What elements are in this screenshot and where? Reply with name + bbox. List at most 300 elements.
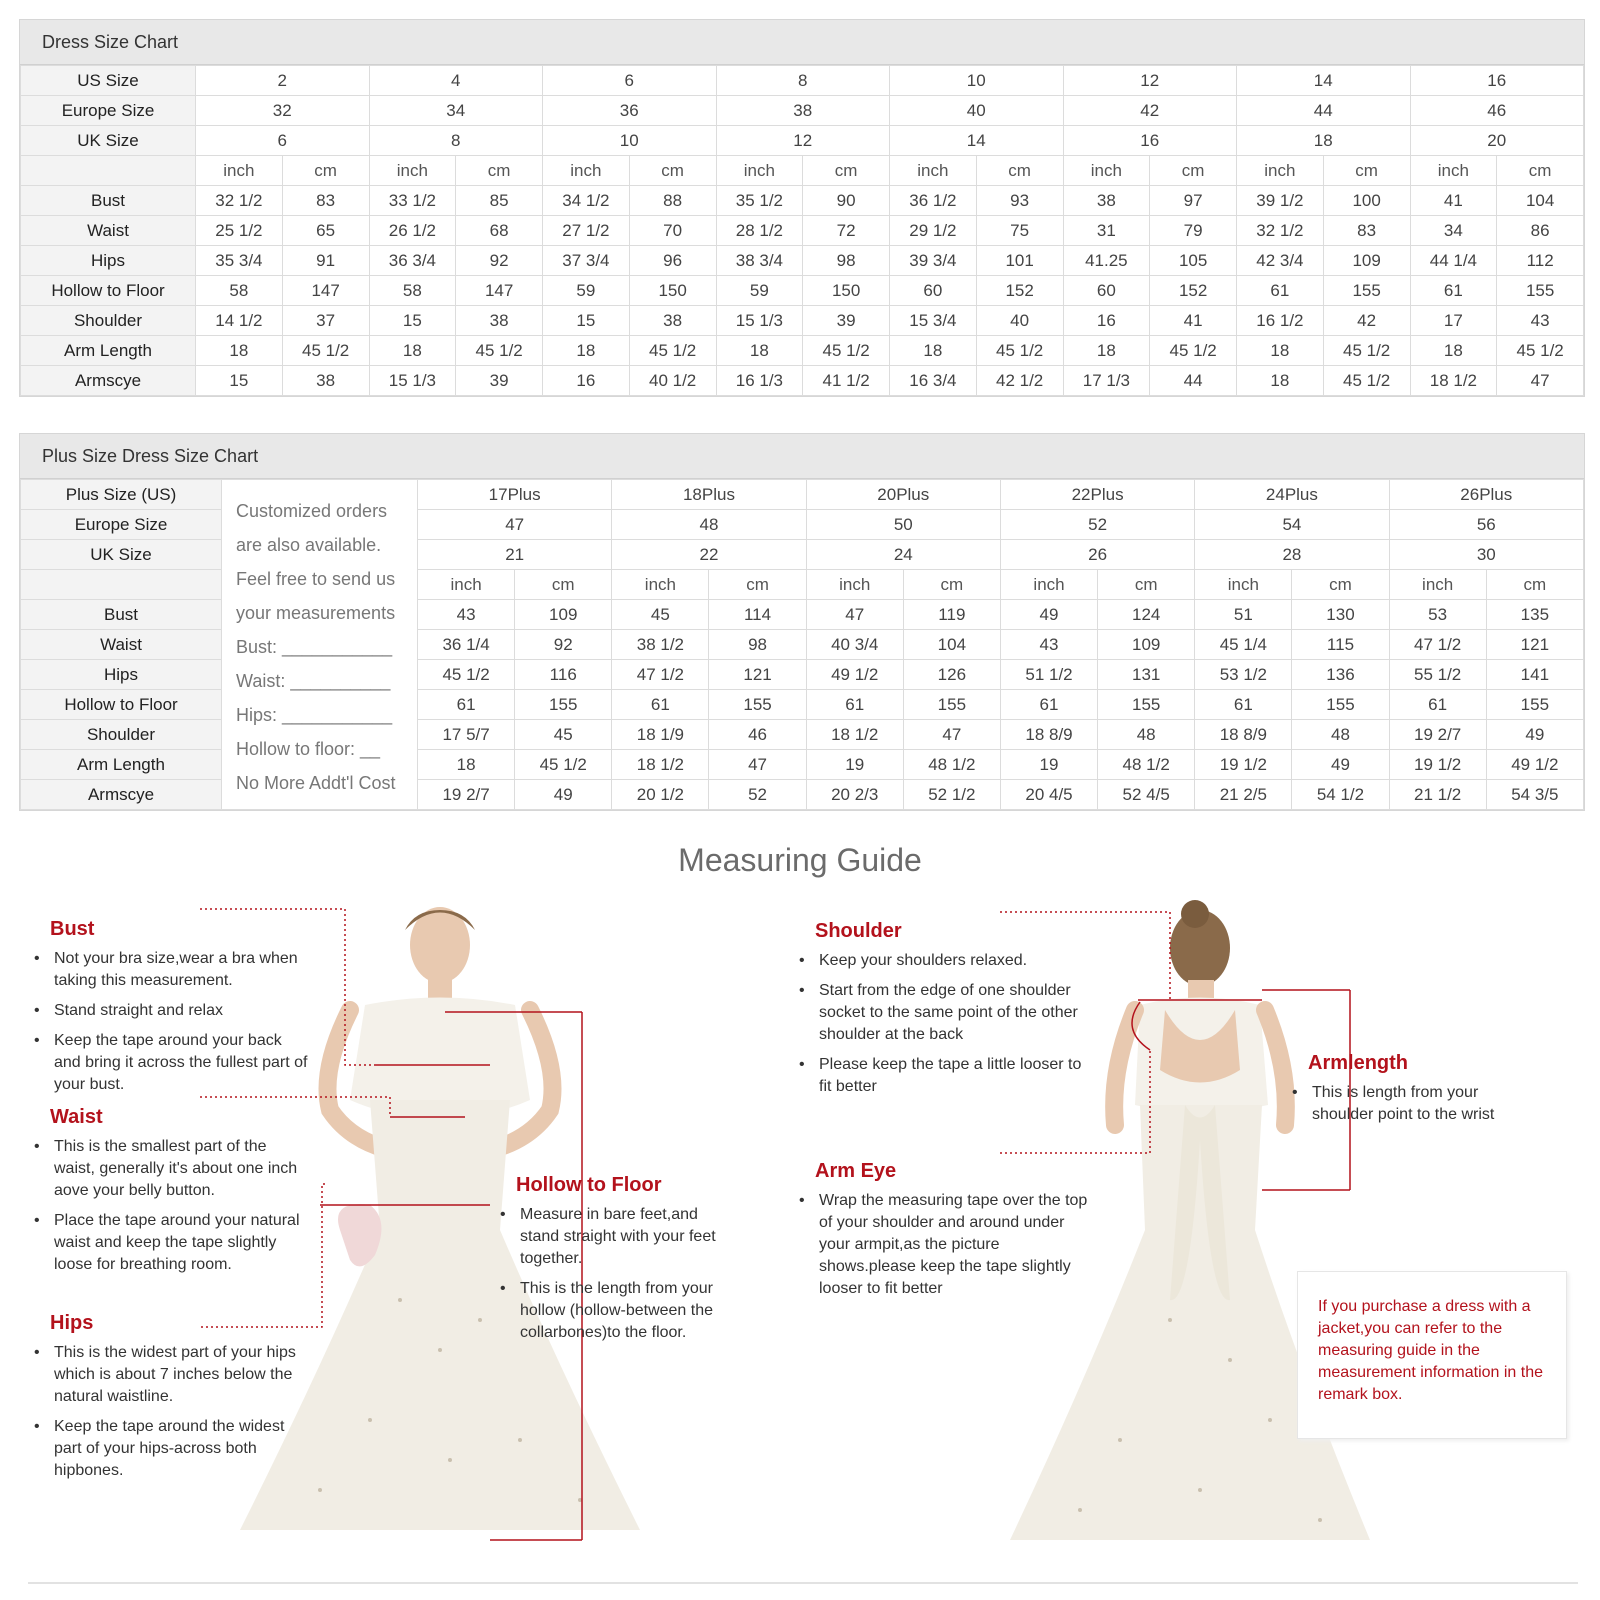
value-cell: 47 xyxy=(903,720,1000,750)
size-row xyxy=(21,126,1584,156)
value-cell: 18 xyxy=(196,336,283,366)
custom-note-line: Feel free to send us xyxy=(236,569,396,589)
value-cell: 101 xyxy=(976,246,1063,276)
unit-inch-cell: inch xyxy=(612,570,709,600)
size-cell: 46 xyxy=(1410,96,1584,126)
row-label: Hips xyxy=(21,660,222,690)
value-cell: 39 1/2 xyxy=(1237,186,1324,216)
custom-note-line: are also available. xyxy=(236,535,382,555)
size-cell: 32 xyxy=(196,96,370,126)
value-cell: 124 xyxy=(1098,600,1195,630)
row-label: Hollow to Floor xyxy=(21,690,222,720)
unit-inch-cell: inch xyxy=(1389,570,1486,600)
unit-cm-cell: cm xyxy=(803,156,890,186)
measurement-row xyxy=(21,306,1584,336)
unit-inch-cell: inch xyxy=(543,156,630,186)
value-cell: 109 xyxy=(515,600,612,630)
unit-inch-cell: inch xyxy=(1410,156,1497,186)
value-cell: 79 xyxy=(1150,216,1237,246)
value-cell: 45 xyxy=(612,600,709,630)
unit-cm-cell: cm xyxy=(1098,570,1195,600)
unit-inch-cell: inch xyxy=(196,156,283,186)
value-cell: 49 xyxy=(1292,750,1389,780)
value-cell: 49 1/2 xyxy=(806,660,903,690)
value-cell: 155 xyxy=(515,690,612,720)
value-cell: 155 xyxy=(1098,690,1195,720)
value-cell: 36 1/2 xyxy=(890,186,977,216)
value-cell: 43 xyxy=(1000,630,1097,660)
value-cell: 43 xyxy=(418,600,515,630)
value-cell: 53 1/2 xyxy=(1195,660,1292,690)
waist-note-1: • This is the smallest part of the waist, generally it's about one inch aove your belly button. xyxy=(28,1136,308,1202)
value-cell: 16 1/3 xyxy=(716,366,803,396)
value-cell: 61 xyxy=(418,690,515,720)
size-cell: 18Plus xyxy=(612,480,806,510)
value-cell: 45 1/2 xyxy=(456,336,543,366)
row-label: Shoulder xyxy=(21,720,222,750)
value-cell: 38 xyxy=(456,306,543,336)
value-cell: 45 1/2 xyxy=(282,336,369,366)
unit-cm-cell: cm xyxy=(976,156,1063,186)
measurement-row xyxy=(21,186,1584,216)
size-cell: 48 xyxy=(612,510,806,540)
dress-size-chart xyxy=(19,19,1585,397)
value-cell: 18 1/2 xyxy=(806,720,903,750)
size-cell: 14 xyxy=(890,126,1064,156)
size-row xyxy=(21,96,1584,126)
value-cell: 136 xyxy=(1292,660,1389,690)
value-cell: 59 xyxy=(716,276,803,306)
value-cell: 45 1/4 xyxy=(1195,630,1292,660)
hips-note-1: • This is the widest part of your hips which is about 7 inches below the natural waistline. xyxy=(28,1342,313,1408)
value-cell: 115 xyxy=(1292,630,1389,660)
value-cell: 38 1/2 xyxy=(612,630,709,660)
value-cell: 150 xyxy=(629,276,716,306)
unit-inch-cell: inch xyxy=(1195,570,1292,600)
value-cell: 32 1/2 xyxy=(196,186,283,216)
value-cell: 51 1/2 xyxy=(1000,660,1097,690)
value-cell: 25 1/2 xyxy=(196,216,283,246)
value-cell: 42 1/2 xyxy=(976,366,1063,396)
value-cell: 60 xyxy=(890,276,977,306)
value-cell: 68 xyxy=(456,216,543,246)
size-cell: 8 xyxy=(369,126,543,156)
size-cell: 26Plus xyxy=(1389,480,1583,510)
unit-inch-cell: inch xyxy=(1063,156,1150,186)
value-cell: 21 1/2 xyxy=(1389,780,1486,810)
value-cell: 16 xyxy=(1063,306,1150,336)
value-cell: 147 xyxy=(456,276,543,306)
arm-eye-notes xyxy=(793,1190,1093,1308)
value-cell: 45 1/2 xyxy=(803,336,890,366)
value-cell: 19 xyxy=(1000,750,1097,780)
size-cell: 24 xyxy=(806,540,1000,570)
unit-cm-cell: cm xyxy=(515,570,612,600)
value-cell: 20 4/5 xyxy=(1000,780,1097,810)
unit-row xyxy=(21,156,1584,186)
value-cell: 47 xyxy=(1497,366,1584,396)
size-cell: 36 xyxy=(543,96,717,126)
size-cell: 16 xyxy=(1063,126,1237,156)
value-cell: 61 xyxy=(1195,690,1292,720)
custom-note-line: Hollow to floor: __ xyxy=(236,739,381,759)
bust-note-2: • Stand straight and relax xyxy=(28,1000,308,1022)
shoulder-heading: Shoulder xyxy=(815,920,902,942)
row-label: Plus Size (US) xyxy=(21,480,222,510)
size-cell: 14 xyxy=(1237,66,1411,96)
value-cell: 36 1/4 xyxy=(418,630,515,660)
value-cell: 37 xyxy=(282,306,369,336)
value-cell: 48 xyxy=(1098,720,1195,750)
value-cell: 61 xyxy=(612,690,709,720)
bust-heading: Bust xyxy=(50,918,95,940)
value-cell: 15 1/3 xyxy=(716,306,803,336)
arm-eye-heading: Arm Eye xyxy=(815,1160,897,1182)
value-cell: 51 xyxy=(1195,600,1292,630)
measurement-row xyxy=(21,246,1584,276)
row-label: US Size xyxy=(21,66,196,96)
value-cell: 112 xyxy=(1497,246,1584,276)
size-cell: 26 xyxy=(1000,540,1194,570)
value-cell: 39 xyxy=(803,306,890,336)
row-label: Hips xyxy=(21,246,196,276)
value-cell: 15 xyxy=(196,366,283,396)
plus-size-table xyxy=(20,479,1584,810)
dress-size-chart-title: Dress Size Chart xyxy=(20,20,1584,65)
size-cell: 12 xyxy=(716,126,890,156)
unit-cm-cell: cm xyxy=(1323,156,1410,186)
hips-notes xyxy=(28,1342,313,1490)
armlength-heading: Armlength xyxy=(1308,1052,1408,1074)
size-cell: 6 xyxy=(196,126,370,156)
measurement-row xyxy=(21,276,1584,306)
hips-note-2: • Keep the tape around the widest part of your hips-across both hipbones. xyxy=(28,1416,313,1482)
row-label-blank xyxy=(21,570,222,600)
value-cell: 20 1/2 xyxy=(612,780,709,810)
value-cell: 92 xyxy=(456,246,543,276)
waist-note-2: • Place the tape around your natural waist and keep the tape slightly loose for breathing room. xyxy=(28,1210,308,1276)
value-cell: 29 1/2 xyxy=(890,216,977,246)
unit-cm-cell: cm xyxy=(456,156,543,186)
value-cell: 100 xyxy=(1323,186,1410,216)
value-cell: 65 xyxy=(282,216,369,246)
value-cell: 15 xyxy=(543,306,630,336)
value-cell: 60 xyxy=(1063,276,1150,306)
value-cell: 48 1/2 xyxy=(903,750,1000,780)
value-cell: 18 1/2 xyxy=(1410,366,1497,396)
hollow-notes xyxy=(494,1204,734,1352)
value-cell: 19 1/2 xyxy=(1389,750,1486,780)
value-cell: 83 xyxy=(282,186,369,216)
value-cell: 15 xyxy=(369,306,456,336)
value-cell: 155 xyxy=(1486,690,1583,720)
value-cell: 45 1/2 xyxy=(629,336,716,366)
row-label-blank xyxy=(21,156,196,186)
value-cell: 52 xyxy=(709,780,806,810)
value-cell: 47 xyxy=(806,600,903,630)
value-cell: 19 1/2 xyxy=(1195,750,1292,780)
size-cell: 28 xyxy=(1195,540,1389,570)
value-cell: 49 xyxy=(1000,600,1097,630)
value-cell: 40 xyxy=(976,306,1063,336)
value-cell: 98 xyxy=(709,630,806,660)
value-cell: 17 5/7 xyxy=(418,720,515,750)
remark-text: If you purchase a dress with a jacket,you can refer to the measuring guide in the measurement information in the remark box. xyxy=(1318,1298,1543,1403)
value-cell: 34 1/2 xyxy=(543,186,630,216)
size-cell: 6 xyxy=(543,66,717,96)
value-cell: 130 xyxy=(1292,600,1389,630)
value-cell: 36 3/4 xyxy=(369,246,456,276)
value-cell: 46 xyxy=(709,720,806,750)
size-cell: 52 xyxy=(1000,510,1194,540)
value-cell: 131 xyxy=(1098,660,1195,690)
size-cell: 42 xyxy=(1063,96,1237,126)
value-cell: 53 xyxy=(1389,600,1486,630)
shoulder-note-3: • Please keep the tape a little looser to fit better xyxy=(793,1054,1093,1098)
shoulder-note-2: • Start from the edge of one shoulder socket to the same point of the other shoulder at the back xyxy=(793,980,1093,1046)
value-cell: 70 xyxy=(629,216,716,246)
hips-heading: Hips xyxy=(50,1312,94,1334)
value-cell: 93 xyxy=(976,186,1063,216)
value-cell: 92 xyxy=(515,630,612,660)
value-cell: 17 1/3 xyxy=(1063,366,1150,396)
value-cell: 61 xyxy=(1410,276,1497,306)
unit-inch-cell: inch xyxy=(369,156,456,186)
value-cell: 41 1/2 xyxy=(803,366,890,396)
value-cell: 47 xyxy=(709,750,806,780)
row-label: Arm Length xyxy=(21,336,196,366)
shoulder-note-1: • Keep your shoulders relaxed. xyxy=(793,950,1093,972)
value-cell: 150 xyxy=(803,276,890,306)
value-cell: 116 xyxy=(515,660,612,690)
value-cell: 16 3/4 xyxy=(890,366,977,396)
custom-note-line: Customized orders xyxy=(236,501,388,521)
value-cell: 27 1/2 xyxy=(543,216,630,246)
value-cell: 54 3/5 xyxy=(1486,780,1583,810)
value-cell: 91 xyxy=(282,246,369,276)
value-cell: 18 1/9 xyxy=(612,720,709,750)
value-cell: 54 1/2 xyxy=(1292,780,1389,810)
unit-cm-cell: cm xyxy=(903,570,1000,600)
value-cell: 83 xyxy=(1323,216,1410,246)
hollow-note-2: • This is the length from your hollow (hollow-between the collarbones)to the floor. xyxy=(494,1278,734,1344)
value-cell: 155 xyxy=(903,690,1000,720)
size-cell: 17Plus xyxy=(418,480,612,510)
hollow-note-1: • Measure in bare feet,and stand straight with your feet together. xyxy=(494,1204,734,1270)
plus-size-chart xyxy=(19,433,1585,811)
arm-eye-note-1: • Wrap the measuring tape over the top of your shoulder and around under your armpit,as the picture shows.please keep the tape slightly looser to fit better xyxy=(793,1190,1093,1300)
value-cell: 47 1/2 xyxy=(612,660,709,690)
value-cell: 18 8/9 xyxy=(1195,720,1292,750)
row-label: UK Size xyxy=(21,126,196,156)
waist-heading: Waist xyxy=(50,1106,103,1128)
size-cell: 22 xyxy=(612,540,806,570)
row-label: Arm Length xyxy=(21,750,222,780)
value-cell: 45 1/2 xyxy=(1323,366,1410,396)
value-cell: 40 1/2 xyxy=(629,366,716,396)
custom-note-line: Bust: ___________ xyxy=(236,637,393,657)
value-cell: 72 xyxy=(803,216,890,246)
value-cell: 38 xyxy=(282,366,369,396)
value-cell: 34 xyxy=(1410,216,1497,246)
value-cell: 18 xyxy=(369,336,456,366)
value-cell: 98 xyxy=(803,246,890,276)
value-cell: 19 2/7 xyxy=(1389,720,1486,750)
size-cell: 21 xyxy=(418,540,612,570)
value-cell: 21 2/5 xyxy=(1195,780,1292,810)
value-cell: 18 8/9 xyxy=(1000,720,1097,750)
value-cell: 45 1/2 xyxy=(1497,336,1584,366)
size-cell: 4 xyxy=(369,66,543,96)
value-cell: 40 3/4 xyxy=(806,630,903,660)
unit-inch-cell: inch xyxy=(890,156,977,186)
size-cell: 2 xyxy=(196,66,370,96)
value-cell: 26 1/2 xyxy=(369,216,456,246)
size-cell: 38 xyxy=(716,96,890,126)
value-cell: 39 xyxy=(456,366,543,396)
remark-box xyxy=(1297,1271,1567,1439)
value-cell: 28 1/2 xyxy=(716,216,803,246)
value-cell: 96 xyxy=(629,246,716,276)
custom-note-line: Waist: __________ xyxy=(236,671,391,691)
value-cell: 114 xyxy=(709,600,806,630)
value-cell: 35 3/4 xyxy=(196,246,283,276)
value-cell: 135 xyxy=(1486,600,1583,630)
armlength-notes xyxy=(1286,1082,1526,1134)
value-cell: 44 1/4 xyxy=(1410,246,1497,276)
measurement-row xyxy=(21,366,1584,396)
size-cell: 24Plus xyxy=(1195,480,1389,510)
size-cell: 10 xyxy=(890,66,1064,96)
value-cell: 141 xyxy=(1486,660,1583,690)
row-label: Bust xyxy=(21,600,222,630)
row-label: Shoulder xyxy=(21,306,196,336)
row-label: Waist xyxy=(21,216,196,246)
row-label: Armscye xyxy=(21,780,222,810)
custom-note-line: No More Addt'l Cost xyxy=(236,773,396,793)
value-cell: 33 1/2 xyxy=(369,186,456,216)
value-cell: 49 xyxy=(515,780,612,810)
value-cell: 18 xyxy=(1410,336,1497,366)
size-cell: 22Plus xyxy=(1000,480,1194,510)
value-cell: 41 xyxy=(1410,186,1497,216)
value-cell: 58 xyxy=(196,276,283,306)
hollow-heading: Hollow to Floor xyxy=(516,1174,662,1196)
value-cell: 35 1/2 xyxy=(716,186,803,216)
value-cell: 39 3/4 xyxy=(890,246,977,276)
size-cell: 12 xyxy=(1063,66,1237,96)
measuring-guide-title: Measuring Guide xyxy=(678,842,922,878)
value-cell: 18 xyxy=(890,336,977,366)
value-cell: 20 2/3 xyxy=(806,780,903,810)
unit-cm-cell: cm xyxy=(1292,570,1389,600)
size-cell: 20 xyxy=(1410,126,1584,156)
value-cell: 42 xyxy=(1323,306,1410,336)
value-cell: 48 1/2 xyxy=(1098,750,1195,780)
value-cell: 49 1/2 xyxy=(1486,750,1583,780)
value-cell: 104 xyxy=(1497,186,1584,216)
bottom-divider xyxy=(28,1582,1578,1584)
row-label: Bust xyxy=(21,186,196,216)
value-cell: 105 xyxy=(1150,246,1237,276)
bust-note-3: • Keep the tape around your back and bring it across the fullest part of your bust. xyxy=(28,1030,308,1096)
value-cell: 109 xyxy=(1323,246,1410,276)
unit-cm-cell: cm xyxy=(629,156,716,186)
value-cell: 15 3/4 xyxy=(890,306,977,336)
size-cell: 10 xyxy=(543,126,717,156)
value-cell: 109 xyxy=(1098,630,1195,660)
value-cell: 41.25 xyxy=(1063,246,1150,276)
value-cell: 152 xyxy=(1150,276,1237,306)
value-cell: 58 xyxy=(369,276,456,306)
value-cell: 59 xyxy=(543,276,630,306)
value-cell: 43 xyxy=(1497,306,1584,336)
value-cell: 85 xyxy=(456,186,543,216)
unit-cm-cell: cm xyxy=(1486,570,1583,600)
row-label: Europe Size xyxy=(21,96,196,126)
value-cell: 61 xyxy=(1000,690,1097,720)
value-cell: 16 xyxy=(543,366,630,396)
unit-cm-cell: cm xyxy=(282,156,369,186)
size-cell: 16 xyxy=(1410,66,1584,96)
bust-note-1: • Not your bra size,wear a bra when taking this measurement. xyxy=(28,948,308,992)
armlength-note-1: • This is length from your shoulder point to the wrist xyxy=(1286,1082,1526,1126)
row-label: Waist xyxy=(21,630,222,660)
value-cell: 18 xyxy=(418,750,515,780)
dress-size-table xyxy=(20,65,1584,396)
value-cell: 126 xyxy=(903,660,1000,690)
value-cell: 45 1/2 xyxy=(418,660,515,690)
value-cell: 61 xyxy=(1389,690,1486,720)
size-cell: 56 xyxy=(1389,510,1583,540)
value-cell: 45 1/2 xyxy=(1323,336,1410,366)
value-cell: 18 xyxy=(1063,336,1150,366)
value-cell: 86 xyxy=(1497,216,1584,246)
unit-inch-cell: inch xyxy=(716,156,803,186)
value-cell: 15 1/3 xyxy=(369,366,456,396)
value-cell: 45 xyxy=(515,720,612,750)
value-cell: 75 xyxy=(976,216,1063,246)
row-label: Europe Size xyxy=(21,510,222,540)
custom-note-line: Hips: ___________ xyxy=(236,705,393,725)
value-cell: 155 xyxy=(1292,690,1389,720)
value-cell: 44 xyxy=(1150,366,1237,396)
value-cell: 47 1/2 xyxy=(1389,630,1486,660)
size-cell: 54 xyxy=(1195,510,1389,540)
value-cell: 32 1/2 xyxy=(1237,216,1324,246)
value-cell: 104 xyxy=(903,630,1000,660)
size-cell: 50 xyxy=(806,510,1000,540)
value-cell: 38 xyxy=(1063,186,1150,216)
value-cell: 18 1/2 xyxy=(612,750,709,780)
value-cell: 18 xyxy=(1237,336,1324,366)
value-cell: 52 1/2 xyxy=(903,780,1000,810)
size-row xyxy=(21,480,1584,510)
row-label: UK Size xyxy=(21,540,222,570)
value-cell: 45 1/2 xyxy=(1150,336,1237,366)
plus-size-chart-title: Plus Size Dress Size Chart xyxy=(20,434,1584,479)
size-row xyxy=(21,66,1584,96)
value-cell: 49 xyxy=(1486,720,1583,750)
value-cell: 97 xyxy=(1150,186,1237,216)
value-cell: 90 xyxy=(803,186,890,216)
value-cell: 41 xyxy=(1150,306,1237,336)
value-cell: 48 xyxy=(1292,720,1389,750)
size-cell: 34 xyxy=(369,96,543,126)
value-cell: 155 xyxy=(709,690,806,720)
value-cell: 152 xyxy=(976,276,1063,306)
value-cell: 61 xyxy=(1237,276,1324,306)
